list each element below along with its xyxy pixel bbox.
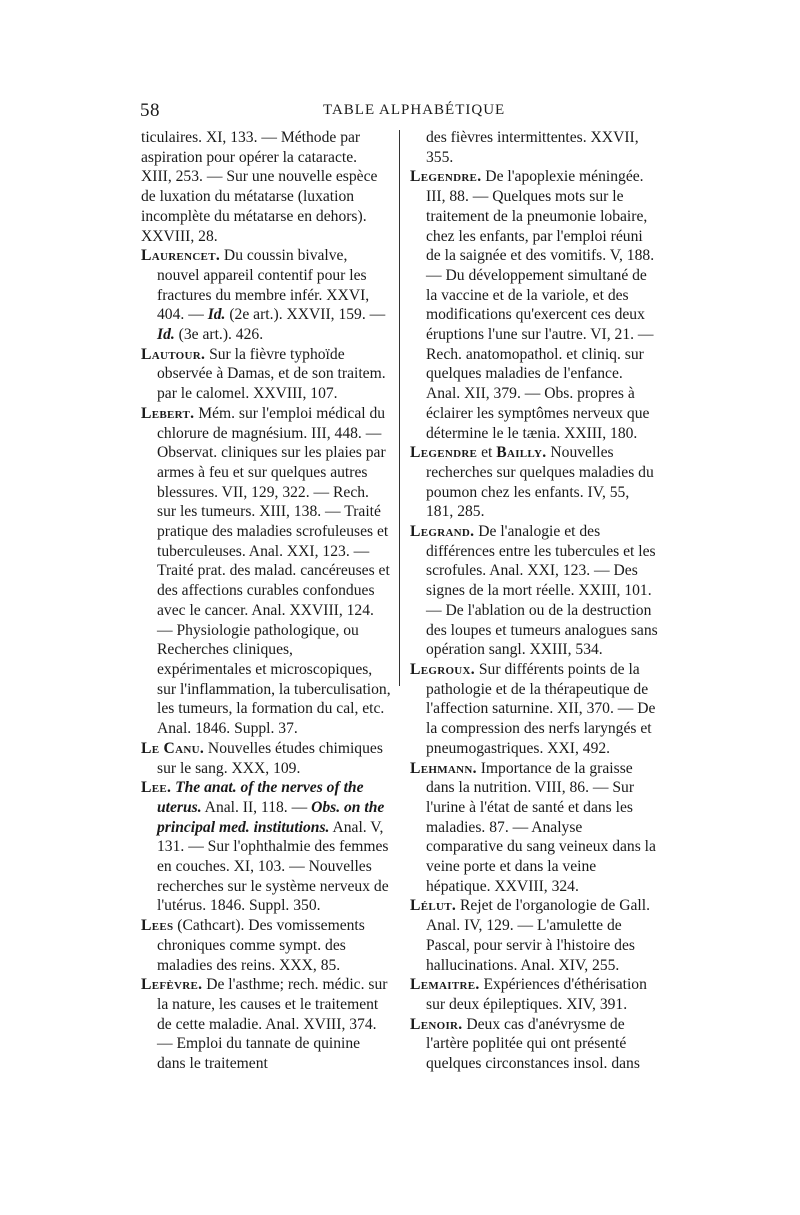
index-entry: [410, 896, 660, 975]
index-entry: [410, 443, 660, 522]
entry-headword: Lemaitre.: [410, 976, 480, 994]
index-entry: [410, 1015, 660, 1074]
entry-italic: Obs. on the principal med. institutions.: [157, 798, 385, 836]
entry-text: Rejet de l'organologie de Gall. Anal. IV, 129. — L'amulette de Pascal, pour servir à l'histoire des hallucinations. Anal. XIV, 255.: [426, 897, 650, 974]
index-entry: [141, 128, 391, 246]
left-column: [141, 128, 391, 1074]
index-entry: [141, 778, 391, 916]
index-entry: [141, 739, 391, 778]
entry-text: Anal. II, 118. —: [201, 798, 312, 816]
entry-headword: Legendre: [410, 444, 478, 462]
entry-headword: Legendre.: [410, 168, 482, 186]
entry-text: et: [477, 444, 497, 462]
entry-headword: Lehmann.: [410, 759, 477, 777]
entry-headword: Bailly.: [496, 444, 547, 462]
entry-text: (3e art.). 426.: [174, 326, 264, 344]
entry-text: (Cathcart). Des vomissements chroniques comme sympt. des maladies des reins. XXX, 85.: [157, 917, 365, 974]
entry-headword: Laurencet.: [141, 247, 221, 265]
entry-headword: Legroux.: [410, 660, 475, 678]
entry-text: ticulaires. XI, 133. — Méthode par aspiration pour opérer la cataracte. XIII, 253. — Sur une nouvelle espèce de luxation du métatarse (luxation incomplète du métatarse en dehors). XXVIII, 28.: [141, 129, 378, 245]
entry-headword: Lefèvre.: [141, 976, 203, 994]
entry-text: De l'analogie et des différences entre les tubercules et les scrofules. Anal. XXI, 123. — Des signes de la mort réelle. XXIII, 101. — De l'ablation ou de la destruction des loupes et tumeurs analogues sans opération sangl. XXIII, 534.: [426, 523, 658, 659]
entry-headword: Lenoir.: [410, 1015, 463, 1033]
entry-text: Anal. V, 131. — Sur l'ophthalmie des femmes en couches. XI, 103. — Nouvelles recherches sur le système nerveux de l'utérus. 1846. Suppl. 350.: [157, 818, 389, 915]
entry-text: Expériences d'éthérisation sur deux épileptiques. XIV, 391.: [426, 976, 647, 1013]
index-entry: [141, 404, 391, 739]
index-entry: [410, 167, 660, 443]
index-entry: [141, 916, 391, 975]
entry-text: des fièvres intermittentes. XXVII, 355.: [426, 129, 639, 166]
index-entry: [410, 522, 660, 660]
entry-text: Deux cas d'anévrysme de l'artère poplitée qui ont présenté quelques circonstances insol. dans: [426, 1015, 640, 1073]
right-column: [410, 128, 660, 1074]
entry-text: Importance de la graisse dans la nutrition. VIII, 86. — Sur l'urine à l'état de santé et dans les maladies. 87. — Analyse comparative du sang veineux dans la veine porte et dans la veine hépatique. XXVIII, 324.: [426, 759, 656, 895]
entry-italic: The anat. of the nerves of the uterus.: [157, 779, 364, 816]
index-entry: [141, 975, 391, 1074]
index-entry: [410, 128, 660, 167]
entry-text: Nouvelles recherches sur quelques maladies du poumon chez les enfants. IV, 55, 181, 285.: [426, 444, 654, 521]
entry-headword: Lee.: [141, 779, 172, 797]
column-divider: [399, 130, 400, 686]
entry-italic: Id.: [157, 326, 175, 344]
entry-text: Sur la fièvre typhoïde observée à Damas, et de son traitem. par le calomel. XXVIII, 107.: [157, 345, 386, 403]
entry-text: (2e art.). XXVII, 159. —: [225, 306, 386, 324]
page-header: [140, 100, 700, 126]
entry-text: De l'asthme; rech. médic. sur la nature, les causes et le traitement de cette maladie. Anal. XVIII, 374. — Emploi du tannate de quinine dans le traitement: [157, 976, 388, 1073]
entry-text: Du coussin bivalve, nouvel appareil contentif pour les fractures du membre infér. XXVI, 404. —: [157, 247, 370, 324]
entry-headword: Lebert.: [141, 404, 195, 422]
entry-headword: Legrand.: [410, 523, 475, 541]
index-entry: [410, 660, 660, 759]
entry-text: Nouvelles études chimiques sur le sang. XXX, 109.: [157, 739, 383, 777]
entry-text: Sur différents points de la pathologie et de la thérapeutique de l'affection saturnine. XII, 370. — De la compression des nerfs laryngés et pneumogastriques. XXI, 492.: [426, 660, 656, 757]
index-entry: [410, 975, 660, 1014]
running-title: TABLE ALPHABÉTIQUE: [323, 102, 506, 118]
entry-headword: Lees: [141, 917, 174, 935]
index-entry: [141, 345, 391, 404]
index-entry: [141, 246, 391, 345]
index-entry: [410, 759, 660, 897]
entry-headword: Le Canu.: [141, 739, 205, 757]
entry-italic: Id.: [207, 306, 226, 324]
entry-text: De l'apoplexie méningée. III, 88. — Quelques mots sur le traitement de la pneumonie lobaire, chez les enfants, par l'emploi réuni de la saignée et des vomitifs. V, 188. — Du développement simultané de la vaccine et de la variole, et des modifications qu'exercent ces deux éruptions l'une sur l'autre. VI, 21. — Rech. anatomopathol. et cliniq. sur quelques maladies de l'enfance. Anal. XII, 379. — Obs. propres à éclairer les symptômes nerveux que détermine le le tænia. XXIII, 180.: [426, 168, 655, 442]
entry-text: Mém. sur l'emploi médical du chlorure de magnésium. III, 448. — Observat. cliniques sur les plaies par armes à feu et sur quelques autres blessures. VII, 129, 322. — Rech. sur les tumeurs. XIII, 138. — Traité pratique des maladies scrofuleuses et tuberculeuses. Anal. XXI, 123. — Traité prat. des malad. cancéreuses et des affections curables confondues avec le cancer. Anal. XXVIII, 124. — Physiologie pathologique, ou Recherches cliniques, expérimentales et microscopiques, sur l'inflammation, la tuberculisation, les tumeurs, la formation du cal, etc. Anal. 1846. Suppl. 37.: [157, 404, 391, 738]
entry-headword: Lélut.: [410, 897, 457, 915]
page-number: 58: [140, 100, 160, 121]
entry-headword: Lautour.: [141, 345, 206, 363]
